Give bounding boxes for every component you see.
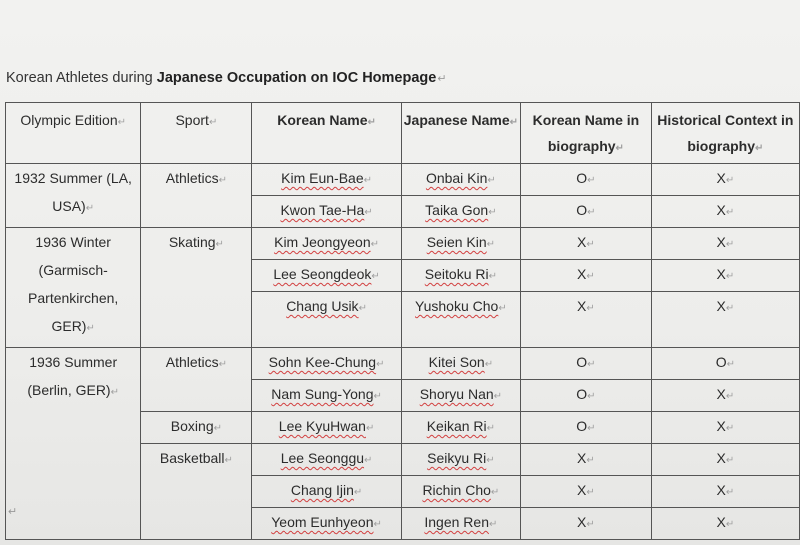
sport-cell: Athletics↵: [141, 164, 252, 228]
bio-context-cell: X↵: [651, 508, 799, 540]
table-row: [6, 164, 800, 196]
sport-cell: Boxing↵: [141, 412, 252, 444]
japanese-name-cell: Richin Cho↵: [401, 476, 520, 508]
edition-cell: 1932 Summer (LA, USA)↵: [6, 164, 141, 228]
japanese-name-cell: Taika Gon↵: [401, 196, 520, 228]
japanese-name-cell: Shoryu Nan↵: [401, 380, 520, 412]
bio-name-cell: X↵: [521, 292, 652, 348]
paragraph-mark-icon: ↵: [8, 506, 18, 518]
bio-name-cell: X↵: [521, 260, 652, 292]
korean-name-cell: Lee KyuHwan↵: [252, 412, 401, 444]
japanese-name-cell: Seitoku Ri↵: [401, 260, 520, 292]
korean-name-cell: Lee Seongdeok↵: [252, 260, 401, 292]
bio-context-cell: X↵: [651, 228, 799, 260]
bio-name-cell: X↵: [521, 228, 652, 260]
bio-context-cell: X↵: [651, 444, 799, 476]
bio-context-cell: X↵: [651, 164, 799, 196]
header-korean-name: Korean Name↵: [252, 103, 401, 164]
korean-name-cell: Yeom Eunhyeon↵: [252, 508, 401, 540]
bio-name-cell: O↵: [521, 348, 652, 380]
sport-cell: Skating↵: [141, 228, 252, 348]
bio-name-cell: O↵: [521, 164, 652, 196]
bio-context-cell: X↵: [651, 412, 799, 444]
header-sport: Sport↵: [141, 103, 252, 164]
header-edition: Olympic Edition↵: [6, 103, 141, 164]
bio-context-cell: O↵: [651, 348, 799, 380]
bio-name-cell: X↵: [521, 444, 652, 476]
header-korean-in-bio: Korean Name in biography↵: [521, 103, 652, 164]
bio-name-cell: X↵: [521, 508, 652, 540]
korean-name-cell: Chang Usik↵: [252, 292, 401, 348]
edition-cell: 1936 Summer (Berlin, GER)↵: [6, 348, 141, 540]
korean-name-cell: Sohn Kee-Chung↵: [252, 348, 401, 380]
bio-name-cell: O↵: [521, 196, 652, 228]
bio-context-cell: X↵: [651, 260, 799, 292]
japanese-name-cell: Seien Kin↵: [401, 228, 520, 260]
korean-name-cell: Kim Eun-Bae↵: [252, 164, 401, 196]
japanese-name-cell: Onbai Kin↵: [401, 164, 520, 196]
korean-name-cell: Kim Jeongyeon↵: [252, 228, 401, 260]
japanese-name-cell: Seikyu Ri↵: [401, 444, 520, 476]
korean-name-cell: Chang Ijin↵: [252, 476, 401, 508]
bio-name-cell: O↵: [521, 380, 652, 412]
title-part-2: Japanese Occupation on IOC Homepage: [156, 70, 437, 86]
bio-context-cell: X↵: [651, 196, 799, 228]
korean-name-cell: Nam Sung-Yong↵: [252, 380, 401, 412]
title-part-1: Korean Athletes during: [6, 70, 157, 86]
table-row: [6, 228, 800, 260]
table-row: [6, 348, 800, 380]
bio-context-cell: X↵: [651, 380, 799, 412]
japanese-name-cell: Yushoku Cho↵: [401, 292, 520, 348]
bio-context-cell: X↵: [651, 292, 799, 348]
japanese-name-cell: Keikan Ri↵: [401, 412, 520, 444]
korean-name-cell: Kwon Tae-Ha↵: [252, 196, 401, 228]
header-japanese-name: Japanese Name↵: [401, 103, 520, 164]
sport-cell: Athletics↵: [141, 348, 252, 412]
paragraph-mark-icon: ↵: [437, 73, 447, 85]
korean-name-cell: Lee Seonggu↵: [252, 444, 401, 476]
bio-name-cell: O↵: [521, 412, 652, 444]
japanese-name-cell: Kitei Son↵: [401, 348, 520, 380]
bio-context-cell: X↵: [651, 476, 799, 508]
sport-cell: Basketball↵: [141, 444, 252, 540]
header-context-in-bio: Historical Context in biography↵: [651, 103, 799, 164]
japanese-name-cell: Ingen Ren↵: [401, 508, 520, 540]
edition-cell: 1936 Winter (Garmisch-Partenkirchen, GER)↵: [6, 228, 141, 348]
athletes-table: [5, 102, 800, 540]
bio-name-cell: X↵: [521, 476, 652, 508]
document-title: [6, 70, 447, 86]
header-row: [6, 103, 800, 164]
